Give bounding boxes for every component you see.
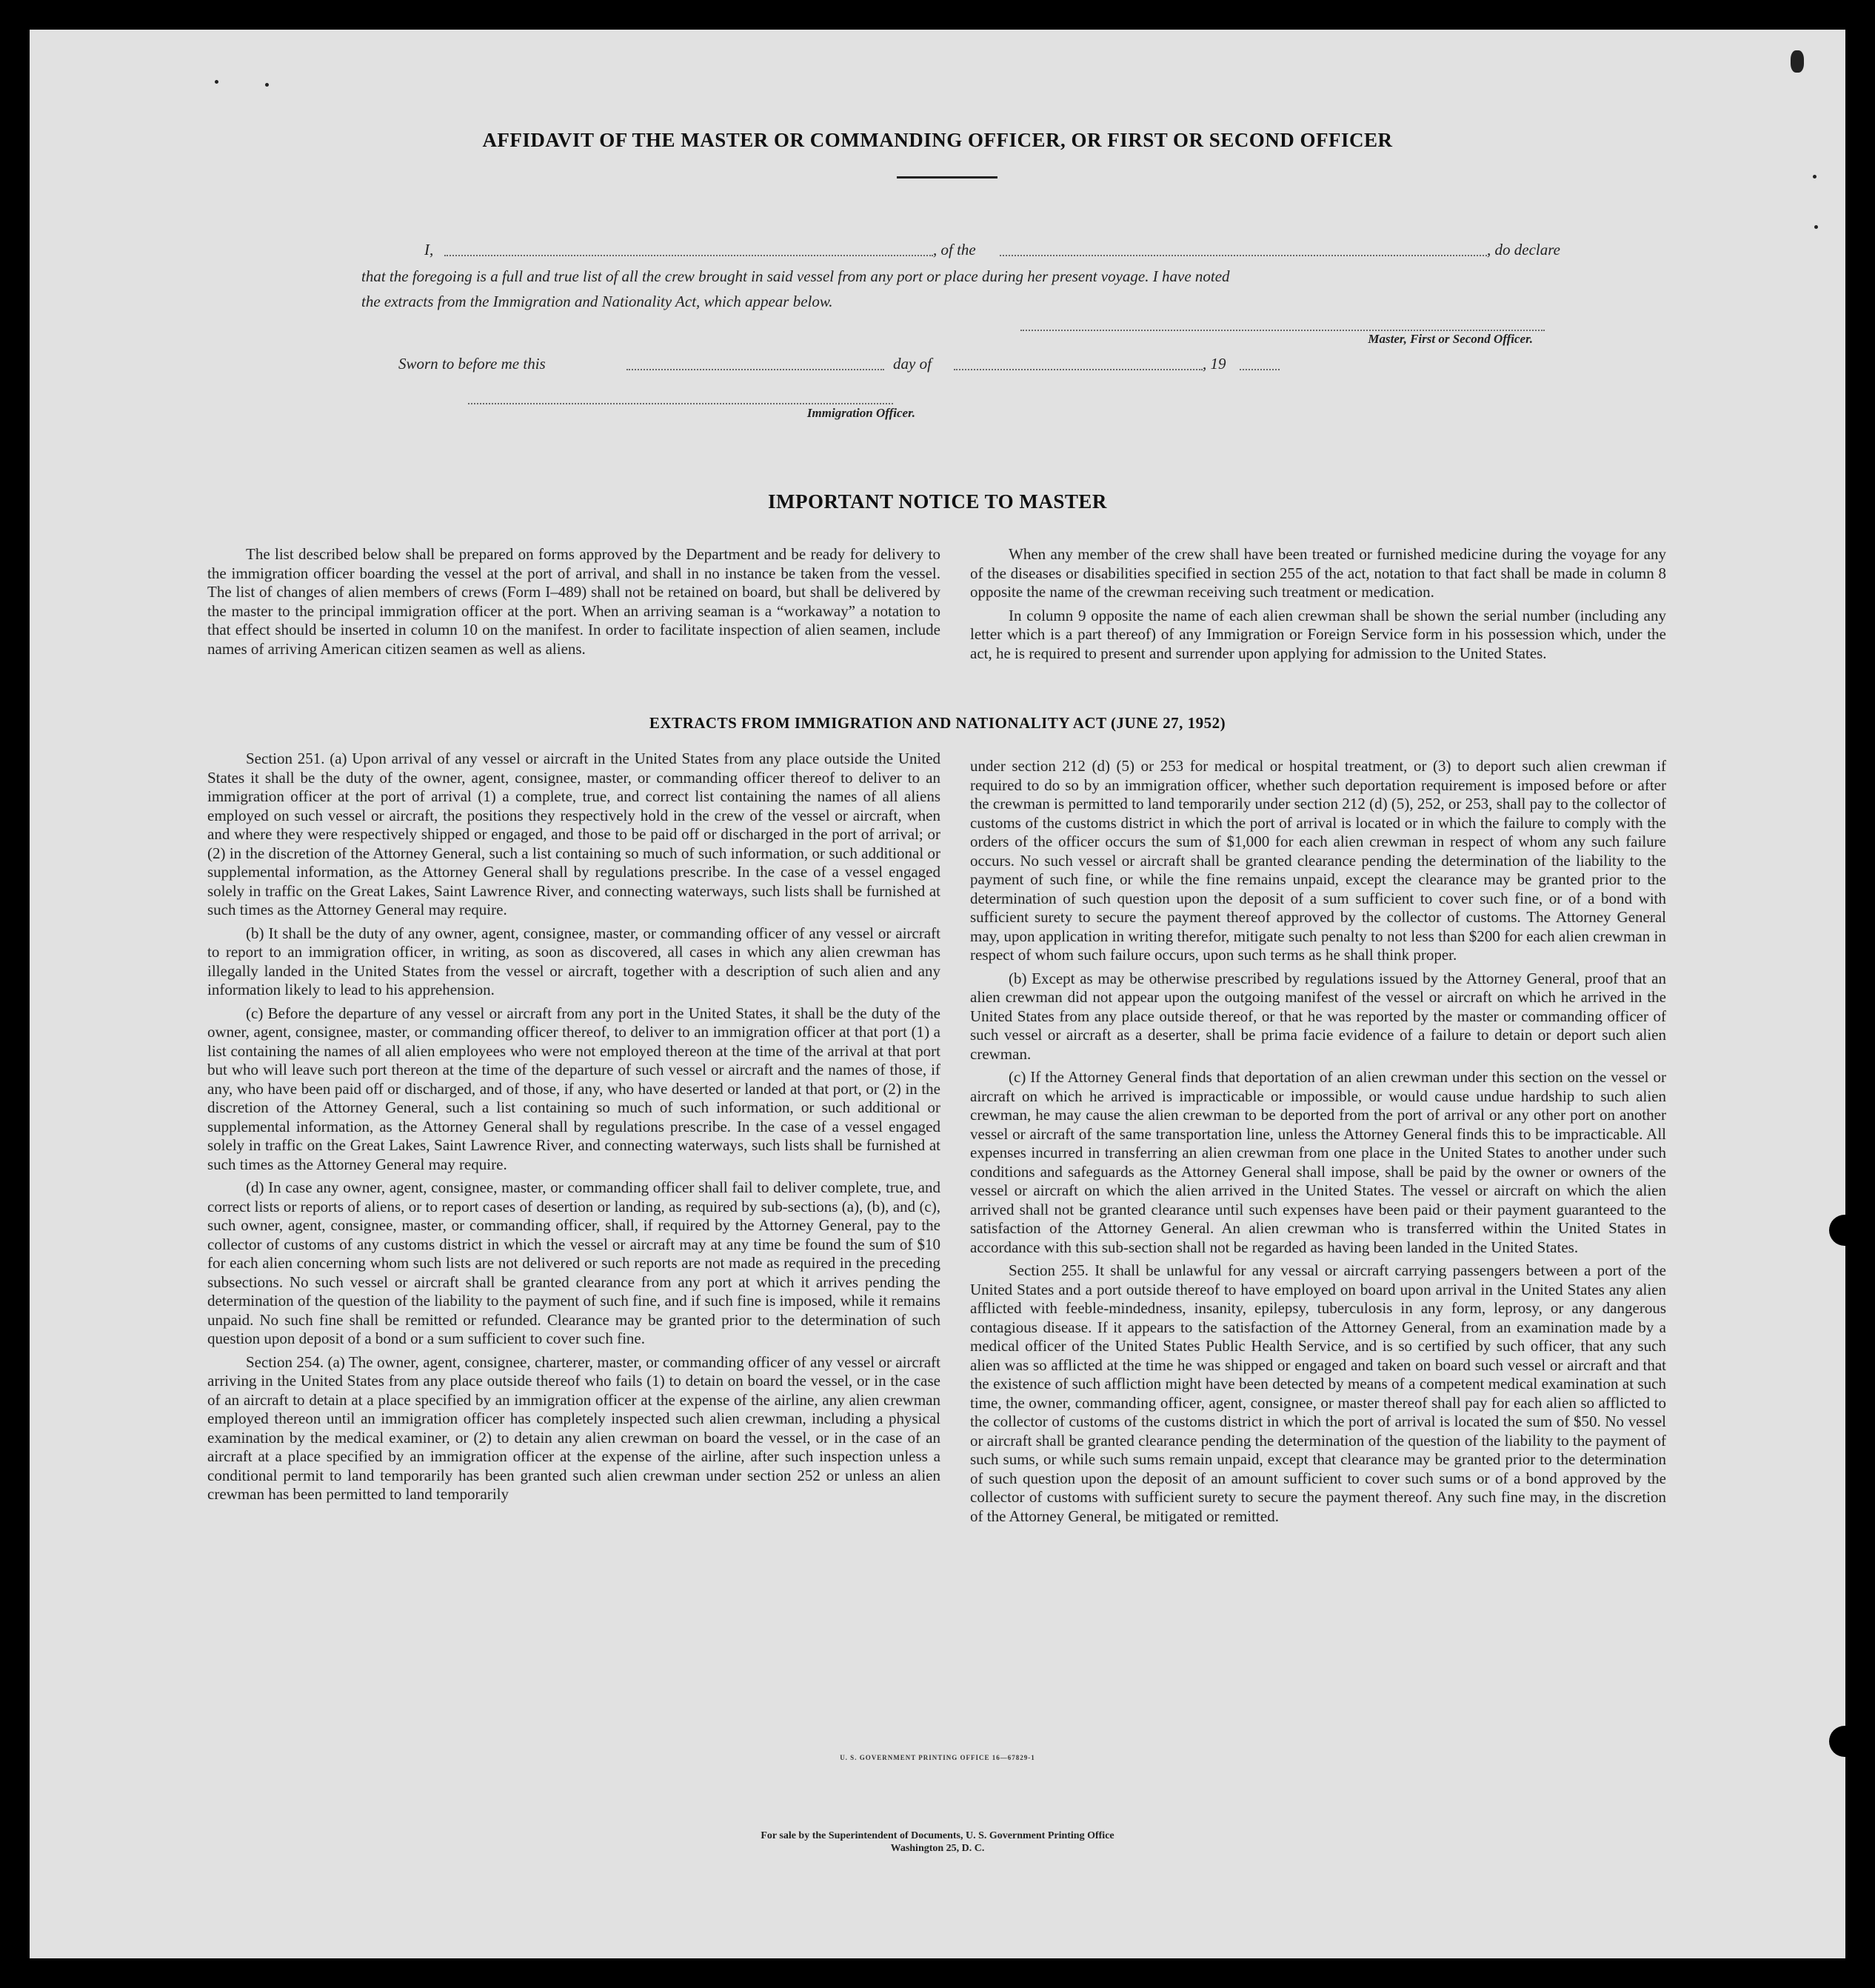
vessel-name-field[interactable] [1000, 255, 1487, 256]
punch-hole [1829, 1215, 1845, 1246]
master-signature-caption: Master, First or Second Officer. [1368, 332, 1533, 346]
section-251-b: (b) It shall be the duty of any owner, agent, consignee, master, or commanding officer of any vessel or aircraft to report to an immigration officer, in writing, as soon as discovered, all cases in which any alien crewman has illegally landed in the United States from the vessel or aircraft, together with a description of such alien and any information likely to lead to his apprehension. [207, 924, 940, 998]
section-254-c: (c) If the Attorney General finds that deportation of an alien crewman under this section on the vessel or aircraft on which he arrived is impracticable or impossible, or would cause undue hardship to such alien crewman, he may cause the alien crewman to be deported from the port of arrival or any other port on another vessel or aircraft of the same transportation line, unless the Attorney General finds this to be impracticable. All expenses incurred in transferring an alien crewman from one place in the United States to another under such conditions and safeguards as the Attorney General shall impose, shall be paid by the owner or owners of the vessel or aircraft on which the alien arrived in the United States. The vessel or aircraft on which the alien arrived shall not be granted clearance until such expenses have been paid or their payment guaranteed to the satisfaction of the Attorney General. An alien crewman who is transferred within the United States in accordance with this sub-section shall not be regarded as having been landed in the United States. [970, 1068, 1666, 1256]
notice-right-column [970, 545, 1666, 667]
section-254-b: (b) Except as may be otherwise prescribed by regulations issued by the Attorney General, proof that an alien crewman did not appear upon the outgoing manifest of the vessel or aircraft on which he arrived in the United States from any place outside thereof, or that he was reported by the master or commanding officer of such vessel or aircraft as a deserter, shall be prima facie evidence of a failure to detain or deport such alien crewman. [970, 969, 1666, 1063]
master-signature-field[interactable] [1020, 330, 1545, 331]
notice-left-column [207, 545, 940, 663]
section-255: Section 255. It shall be unlawful for any vessal or aircraft carrying passengers between a port of the United States and a port outside thereof to have employed on board upon arrival in the United States any alien afflicted with feeble-mindedness, insanity, epilepsy, tuberculosis in any form, leprosy, or any dangerous contagious disease. If it appears to the satisfaction of the Attorney General, from an examination made by a medical officer of the United States Public Health Service, and is so certified by such officer, that any such alien was so afflicted at the time he was shipped or engaged and taken on board such vessel or aircraft and that the existence of such affliction might have been detected by means of a competent medical examination at such time, the owner, commanding officer, agent, consignee, or master thereof shall pay for each alien so afflicted to the collector of customs of the customs district in which the port of arrival is located the sum of $50. No vessel or aircraft shall be granted clearance pending the determination of the question of the liability to the payment of such sums, or while such sums remain unpaid, except that clearance may be granted prior to the determination of such question upon the deposit of an amount sufficient to cover such sums or of a bond approved by the collector of customs with sufficient surety to secure the payment thereof. Any such fine may, in the discretion of the Attorney General, be mitigated or remitted. [970, 1261, 1666, 1525]
scan-speck [1813, 175, 1816, 179]
section-251-c: (c) Before the departure of any vessel or aircraft from any port in the United States, it shall be the duty of the owner, agent, consignee, master, or commanding officer thereof, to deliver to an immigration officer at that port (1) a list containing the names of all alien employees who were not employed thereon at the time of the arrival at that port but who will leave such port thereon at the time of the departure of such vessel or aircraft and the names of those, if any, who have been paid off or discharged, and of those, if any, who have deserted or landed at that port, or (2) in the discretion of the Attorney General, such a list containing so much of such information, or such additional or supplemental information, as the Attorney General shall by regulations prescribe. In the case of a vessel engaged solely in traffic on the Great Lakes, Saint Lawrence River, and connecting waterways, such lists shall be furnished at such times as the Attorney General may require. [207, 1004, 940, 1173]
sale-notice [30, 1829, 1845, 1855]
declare-label: , do declare [1487, 241, 1560, 258]
scan-speck [1814, 225, 1818, 229]
officer-signature-caption: Immigration Officer. [806, 406, 915, 420]
year-label: , 19 [1203, 355, 1226, 373]
notice-left-paragraph: The list described below shall be prepared on forms approved by the Department and be ready for delivery to the immigration officer boarding the vessel at the port of arrival, and shall in no instance be taken from the vessel. The list of changes of alien members of crews (Form I–489) shall not be retained on board, but shall be delivered by the master to the principal immigration officer at the port. When an arriving seaman is a “workaway” a notation to that effect should be inserted in column 10 on the manifest. In order to facilitate inspection of alien seamen, include names of arriving American citizen seamen as well as aliens. [207, 545, 940, 658]
section-254-a: Section 254. (a) The owner, agent, consignee, charterer, master, or commanding officer of any vessel or aircraft arriving in the United States from any place outside thereof who fails (1) to detain on board the vessel, or in the case of an aircraft to detain at a place specified by an immigration officer at the expense of the airline, any alien crewman employed thereon until an immigration officer has completely inspected such alien crewman, including a physical examination by the medical examiner, or (2) to detain any alien crewman on board the vessel, or in the case of an aircraft at a place specified by an immigration officer at the expense of the airline, after such inspection unless a conditional permit to land temporarily has been granted such alien crewman under section 252 or unless an alien crewman has been permitted to land temporarily [207, 1352, 940, 1503]
punch-hole [1829, 1726, 1845, 1757]
i-label: I, [424, 241, 434, 258]
notice-right-paragraph-1: When any member of the crew shall have been treated or furnished medicine during the voyage for any of the diseases or disabilities specified in section 255 of the act, notation to that fact shall be made in column 8 opposite the name of the crewman receiving such treatment or medication. [970, 545, 1666, 601]
section-251-d: (d) In case any owner, agent, consignee, master, or commanding officer shall fail to deliver complete, true, and correct lists or reports of aliens, or to report cases of desertion or landing, as required by sub-sections (a), (b), and (c), such owner, agent, consignee, master, or commanding officer, shall, if required by the Attorney General, pay to the collector of customs of any customs district in which the vessel or aircraft may at any time be found the sum of $10 for each alien concerning whom such lists are not delivered or such reports are not made as required in the preceding subsections. No such vessel or aircraft shall be granted clearance from any port at which it arrives pending the determination of the question of the liability to the payment of such fine, and if such fine is imposed, while it remains unpaid. No such fine shall be remitted or refunded. Clearance may be granted prior to the determination of such question upon deposit of a bond or a sum sufficient to cover such fine. [207, 1178, 940, 1347]
master-name-field[interactable] [444, 255, 933, 256]
extracts-title: EXTRACTS FROM IMMIGRATION AND NATIONALITY ACT (JUNE 27, 1952) [649, 714, 1226, 732]
title-underline [897, 176, 997, 179]
statement-line-2: the extracts from the Immigration and Nationality Act, which appear below. [361, 293, 833, 310]
sworn-month-field[interactable] [954, 369, 1203, 370]
scan-speck [215, 80, 218, 84]
sworn-label: Sworn to before me this [398, 355, 546, 373]
statement-line-1: that the foregoing is a full and true list of all the crew brought in said vessel from any port or place during her present voyage. I have noted [361, 267, 1230, 285]
extracts-right-column [970, 757, 1666, 1530]
sale-line-1: For sale by the Superintendent of Documents, U. S. Government Printing Office [761, 1830, 1114, 1841]
scan-speck [1791, 50, 1804, 73]
extracts-left-column [207, 750, 940, 1509]
affidavit-title: AFFIDAVIT OF THE MASTER OR COMMANDING OFFICER, OR FIRST OR SECOND OFFICER [482, 129, 1393, 151]
scan-speck [265, 83, 269, 87]
day-of-label: day of [893, 355, 932, 373]
of-the-label: , of the [933, 241, 976, 258]
printing-office-imprint: U. S. GOVERNMENT PRINTING OFFICE 16—67829-1 [840, 1754, 1035, 1761]
section-254-a-continued: under section 212 (d) (5) or 253 for medical or hospital treatment, or (3) to deport such alien crewman if required to do so by an immigration officer, whether such deportation requirement is imposed before or after the crewman is permitted to land temporarily under section 212 (d) (5), 252, or 253, shall pay to the collector of customs of the customs district in which the port of arrival is located or in which the failure to comply with the orders of the officer occurs the sum of $1,000 for each alien crewman in respect of whom any such failure occurs. No such vessel or aircraft shall be granted clearance pending the determination of the liability to the payment of such fine, or while the fine remains unpaid, except the clearance may be granted prior to the determination of such question upon the deposit of a sum sufficient to cover such fine, or of a bond with sufficient surety to secure the payment thereof approved by the collector of customs. The Attorney General may, upon application in writing therefor, mitigate such penalty to not less than $200 for each alien crewman in respect of whom such failure occurs, upon such terms as he shall think proper. [970, 757, 1666, 964]
notice-title: IMPORTANT NOTICE TO MASTER [768, 490, 1107, 513]
sale-line-2: Washington 25, D. C. [890, 1843, 985, 1854]
document-page [30, 30, 1845, 1958]
sworn-day-field[interactable] [626, 369, 884, 370]
sworn-year-field[interactable] [1240, 369, 1280, 370]
officer-signature-field[interactable] [468, 403, 893, 404]
section-251-a: Section 251. (a) Upon arrival of any vessel or aircraft in the United States from any place outside the United States it shall be the duty of the owner, agent, consignee, master, or commanding officer thereof to deliver to an immigration officer at the port of arrival (1) a complete, true, and correct list containing the names of all aliens employed on such vessel or aircraft, the positions they respectively hold in the crew of the vessel or aircraft, when and where they were respectively shipped or engaged, and those to be paid off or discharged in the port of arrival; or (2) in the discretion of the Attorney General, such a list containing so much of such information, or such additional or supplemental information, as the Attorney General shall by regulations prescribe. In the case of a vessel engaged solely in traffic on the Great Lakes, Saint Lawrence River, and connecting waterways, such lists shall be furnished at such times as the Attorney General may require. [207, 750, 940, 918]
notice-right-paragraph-2: In column 9 opposite the name of each alien crewman shall be shown the serial number (including any letter which is a part thereof) of any Immigration or Foreign Service form in his possession which, under the act, he is required to present and surrender upon applying for admission to the United States. [970, 606, 1666, 662]
